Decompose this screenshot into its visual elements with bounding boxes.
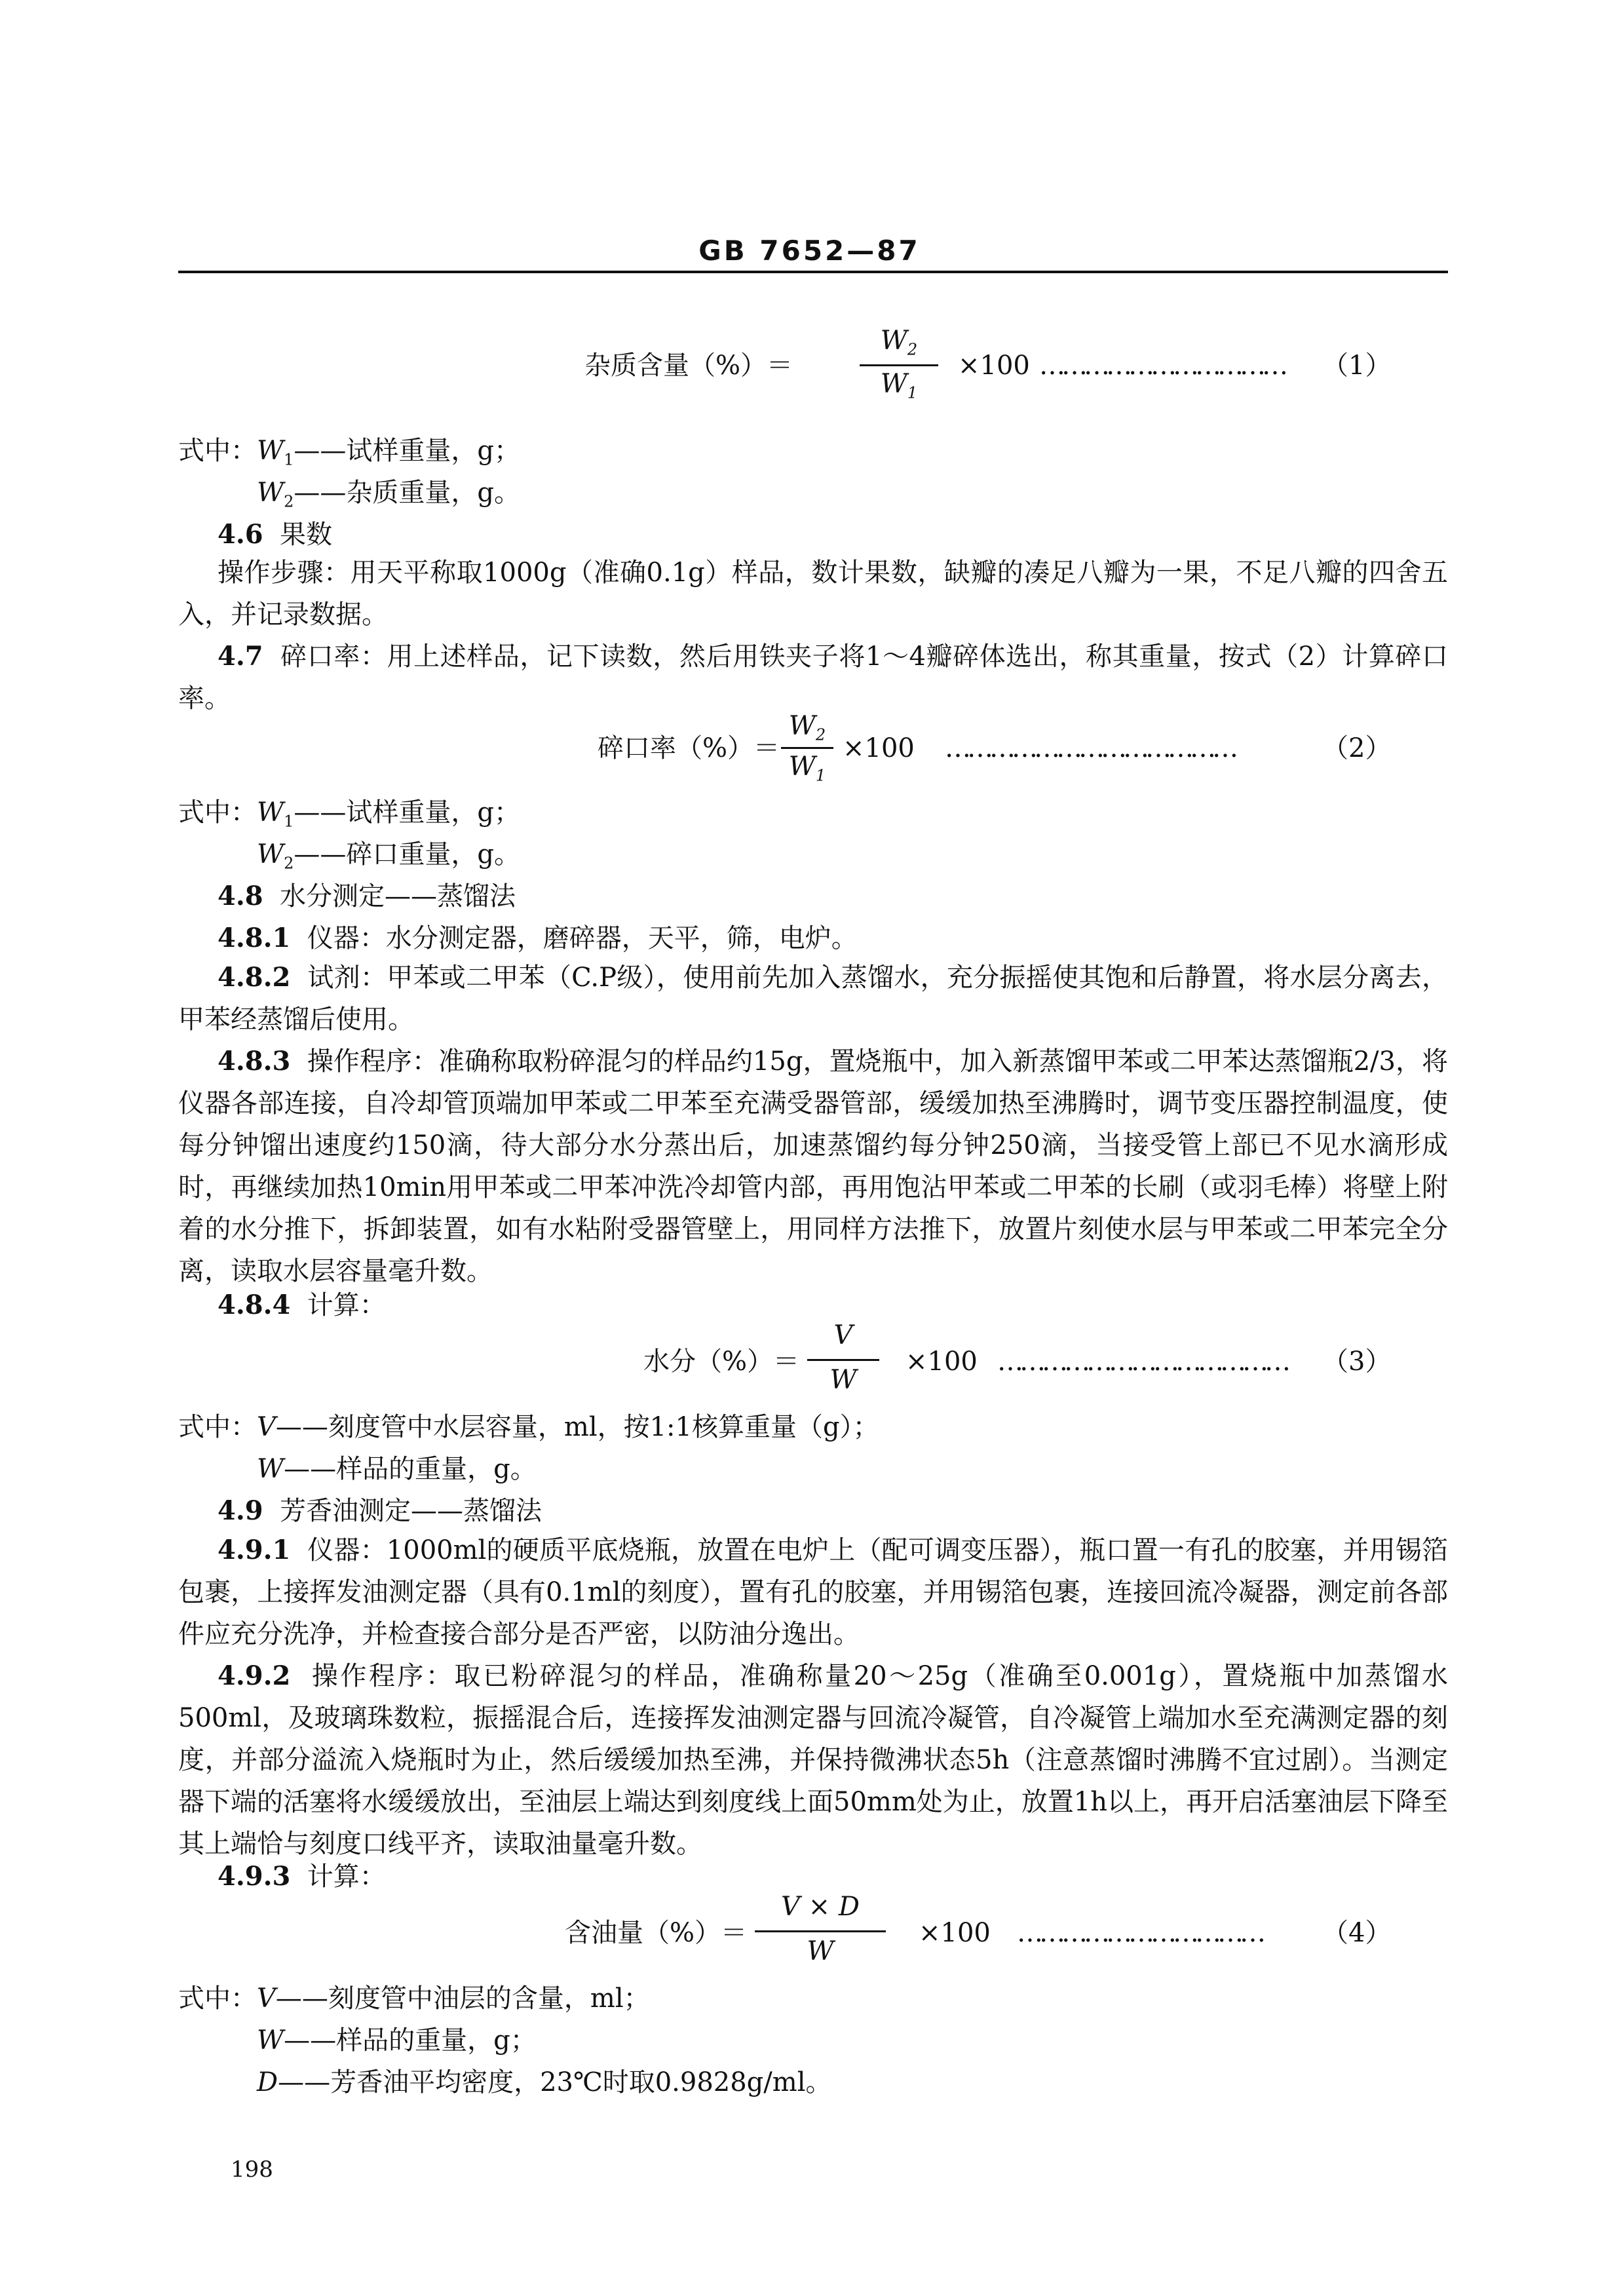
formula-3-numerator: V [833,1320,853,1350]
header-rule [178,271,1448,273]
where-v: 式中：V——刻度管中水层容量，ml，按1:1核算重量（g）； [178,1412,879,1442]
section-4-9-2: 4.9.2 操作程序：取已粉碎混匀的样品，准确称量20～25g（准确至0.001g），置烧瓶中加蒸馏水500ml，及玻璃珠数粒，振摇混合后，连接挥发油测定器与回流冷凝管，自冷凝管上端加水至充满测定器的刻度，并部分溢流入烧瓶时为止，然后缓缓加热至沸，并保持微沸状态5h（注意蒸馏时沸腾不宜过剧）。当测定器下端的活塞将水缓缓放出，至油层上端达到刻度线上面50mm处为止，放置1h以上，再开启活塞油层下降至其上端恰与刻度口线平齐，读取油量毫升数。 [178,1660,1448,1859]
formula-4-denominator: W [807,1936,834,1966]
section-4-7-text: 4.7 碎口率：用上述样品，记下读数，然后用铁夹子将1～4瓣碎体选出，称其重量，按式（2）计算碎口率。 [178,641,1448,714]
formula-4-numerator: V × D [781,1892,860,1922]
section-4-9-3: 4.9.3 计算： [218,1861,386,1892]
document-header: GB 7652—87 [698,235,921,267]
formula-3-leader-dots: ………………………………… [997,1347,1287,1377]
section-4-9-heading: 4.9 芳香油测定——蒸馏法 [218,1495,543,1526]
formula-3-number: （3） [1322,1347,1392,1377]
section-4-8-4: 4.8.4 计算： [218,1290,386,1320]
section-4-6-text: 操作步骤：用天平称取1000g（准确0.1g）样品，数计果数，缺瓣的凑足八瓣为一果，不足八瓣的四舍五入，并记录数据。 [178,558,1448,630]
where-w2: $W_2——$杂质重量，g。 [257,478,521,511]
formula-4-leader-dots: …………………………… [1017,1918,1262,1948]
formula-3-denominator: W [829,1365,857,1395]
section-4-8-2: 4.8.2 试剂：甲苯或二甲苯（C.P级），使用前先加入蒸馏水，充分振摇使其饱和后静置，将水层分离去，甲苯经蒸馏后使用。 [178,962,1448,1035]
formula-2-multiplier: ×100 [843,733,915,763]
formula-2-fraction [781,713,833,792]
formula-2-number: （2） [1322,733,1392,763]
formula-3-fraction [807,1322,879,1401]
formula-1-label: 杂质含量（%）＝ [584,351,793,381]
section-4-8-1: 4.8.1 仪器：水分测定器，磨碎器，天平，筛，电炉。 [218,923,858,953]
formula-2-label: 碎口率（%）＝ [598,733,780,763]
formula-3-bar [807,1359,879,1361]
formula-1-number: （1） [1322,351,1392,381]
where-w-oil: W——样品的重量，g； [257,2025,537,2056]
page-number: 198 [231,2156,273,2183]
formula-4-number: （4） [1322,1918,1392,1948]
formula-2-denominator: $W_1$ [788,752,826,785]
where-w2-b: $W_2——$碎口重量，g。 [257,839,521,873]
where-v-oil: 式中：V——刻度管中油层的含量，ml； [178,1983,650,2014]
formula-1-denominator: $W_1$ [880,369,918,402]
section-4-8-heading: 4.8 水分测定——蒸馏法 [218,881,516,911]
where-w1: 式中：$W_1——$试样重量，g； [178,436,521,469]
section-4-6-heading: 4.6 果数 [218,519,333,550]
where-w: W——样品的重量，g。 [257,1454,537,1484]
where-d: D——芳香油平均密度，23℃时取0.9828g/ml。 [257,2067,832,2097]
formula-1-numerator: $W_2$ [880,326,918,359]
formula-4-multiplier: ×100 [919,1918,991,1948]
formula-3-label: 水分（%）＝ [643,1347,800,1377]
formula-2-bar [781,747,833,749]
section-4-9-1: 4.9.1 仪器：1000ml的硬质平底烧瓶，放置在电炉上（配可调变压器），瓶口置一有孔的胶塞，并用锡箔包裹，上接挥发油测定器（具有0.1ml的刻度），置有孔的胶塞，并用锡箔包裹，连接回流冷凝器，测定前各部件应充分洗净，并检查接合部分是否严密，以防油分逸出。 [178,1535,1448,1649]
where-w1-b: 式中：$W_1——$试样重量，g； [178,797,521,831]
formula-4-bar [755,1930,886,1932]
formula-1-bar [860,364,938,366]
formula-1-multiplier: ×100 [958,351,1030,381]
section-4-8-3: 4.8.3 操作程序：准确称取粉碎混匀的样品约15g，置烧瓶中，加入新蒸馏甲苯或二甲苯达蒸馏瓶2/3，将仪器各部连接，自冷却管顶端加甲苯或二甲苯至充满受器管部，缓缓加热至沸腾时，调节变压器控制温度，使每分钟馏出速度约150滴，待大部分水分蒸出后，加速蒸馏约每分钟250滴，当接受管上部已不见水滴形成时，再继续加热10min用甲苯或二甲苯冲洗冷却管内部，再用饱沾甲苯或二甲苯的长刷（或羽毛棒）将壁上附着的水分推下，拆卸装置，如有水粘附受器管壁上，用同样方法推下，放置片刻使水层与甲苯或二甲苯完全分离，读取水层容量毫升数。 [178,1046,1448,1286]
formula-1-leader-dots: …………………………… [1039,351,1284,381]
formula-2-leader-dots: ………………………………… [945,733,1234,763]
formula-3-multiplier: ×100 [905,1347,978,1377]
formula-1-fraction [860,328,938,406]
formula-4-fraction [755,1894,886,1972]
formula-2-numerator: $W_2$ [788,711,826,744]
formula-4-label: 含油量（%）＝ [565,1918,748,1948]
